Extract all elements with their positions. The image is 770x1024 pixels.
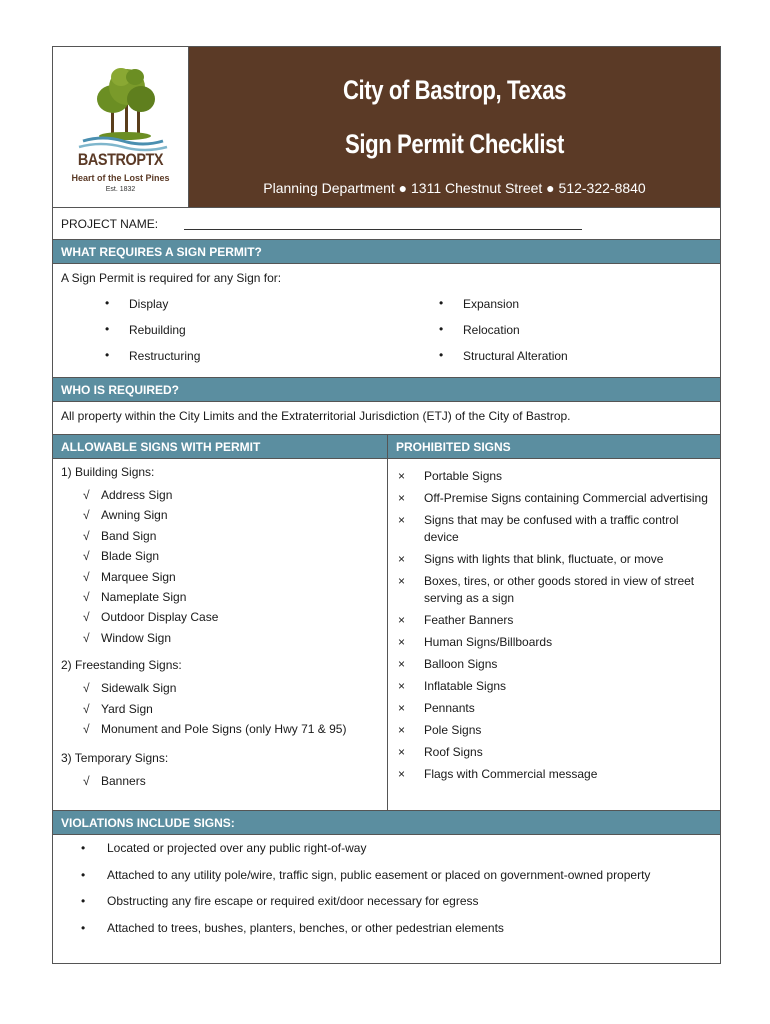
category-label: 2) Freestanding Signs: (61, 658, 182, 673)
prohibited-list (388, 459, 720, 810)
list-item: × Boxes, tires, or other goods stored in view of street serving as a sign (398, 574, 695, 605)
list-item: √ Marquee Sign (61, 567, 379, 587)
allowable-list (53, 459, 387, 810)
list-item: √ Outdoor Display Case (61, 607, 379, 627)
who-text: All property within the City Limits and the Extraterritorial Jurisdiction (ETJ) of the City of Bastrop. (61, 409, 571, 423)
check-icon: √ (83, 569, 90, 584)
list-item: • Rebuilding (105, 323, 439, 337)
x-icon: × (398, 657, 406, 671)
list-item: × Human Signs/Billboards (398, 635, 553, 649)
list-item: • Obstructing any fire escape or required exit/door necessary for egress (81, 894, 720, 921)
list-item: √ Sidewalk Sign (61, 678, 379, 698)
allowable-heading: ALLOWABLE SIGNS WITH PERMIT (53, 434, 387, 459)
check-icon: √ (83, 630, 90, 645)
category-items (61, 771, 379, 791)
list-item: × Feather Banners (398, 613, 514, 627)
category-label: 3) Temporary Signs: (61, 751, 169, 766)
title-box (189, 47, 720, 207)
list-item: × Signs that may be confused with a traffic control device (398, 513, 679, 544)
check-icon: √ (83, 508, 90, 523)
allowable-column (53, 434, 388, 810)
list-item: • Restructuring (105, 349, 439, 363)
list-item: √ Awning Sign (61, 505, 379, 525)
list-item: × Roof Signs (398, 745, 483, 759)
list-item: • Attached to trees, bushes, planters, benches, or other pedestrian elements (81, 921, 720, 948)
list-item: • Expansion (439, 297, 739, 311)
list-item: • Located or projected over any public right-of-way (81, 841, 720, 868)
bastrop-logo (53, 47, 189, 207)
who-heading: WHO IS REQUIRED? (53, 377, 720, 402)
x-icon: × (398, 574, 406, 588)
check-icon: √ (83, 721, 90, 736)
x-icon: × (398, 679, 406, 693)
check-icon: √ (83, 549, 90, 564)
list-item: × Portable Signs (398, 469, 503, 483)
prohibited-column (388, 434, 720, 810)
page-title: City of Bastrop, Texas (342, 75, 567, 105)
check-icon: √ (83, 488, 90, 502)
x-icon: × (398, 701, 406, 715)
sign-permit-checklist (52, 46, 721, 964)
logo-tagline: Heart of the Lost Pines (71, 173, 170, 183)
check-icon: √ (83, 774, 90, 789)
list-item: √ Yard Sign (61, 699, 379, 719)
x-icon: × (398, 513, 406, 527)
check-icon: √ (83, 610, 90, 625)
check-icon: √ (83, 589, 90, 604)
x-icon: × (398, 723, 406, 737)
pine-trees-icon (53, 47, 189, 207)
x-icon: × (398, 491, 406, 505)
list-item: • Display (105, 297, 439, 311)
logo-est: Est. 1832 (105, 186, 136, 193)
project-name-label: PROJECT NAME: (61, 216, 159, 231)
check-icon: √ (83, 701, 90, 716)
list-item: × Pole Signs (398, 723, 482, 737)
check-icon: √ (83, 681, 90, 696)
page-subtitle: Sign Permit Checklist (344, 129, 565, 159)
project-name-field[interactable] (184, 218, 582, 230)
logo-name: BASTROPTX (77, 150, 164, 169)
list-item: √ Blade Sign (61, 546, 379, 566)
signs-columns (53, 434, 720, 810)
x-icon: × (398, 552, 406, 566)
prohibited-heading: PROHIBITED SIGNS (388, 434, 720, 459)
list-item: × Balloon Signs (398, 657, 498, 671)
category-items (61, 485, 379, 648)
project-name-row (53, 207, 720, 239)
x-icon: × (398, 635, 406, 649)
x-icon: × (398, 613, 406, 627)
x-icon: × (398, 745, 406, 759)
list-item: • Attached to any utility pole/wire, traffic sign, public easement or placed on government-owned property (81, 868, 720, 895)
requires-intro: A Sign Permit is required for any Sign for: (61, 271, 282, 285)
contact-info: Planning Department ● 1311 Chestnut Street ● 512-322-8840 (263, 180, 646, 196)
list-item: • Relocation (439, 323, 739, 337)
violations-list (53, 835, 720, 947)
violations-heading: VIOLATIONS INCLUDE SIGNS: (53, 810, 720, 835)
list-item: √ Monument and Pole Signs (only Hwy 71 & 95) (61, 719, 379, 739)
x-icon: × (398, 767, 406, 781)
x-icon: × (398, 469, 406, 483)
header (53, 47, 720, 207)
category-label: 1) Building Signs: (61, 465, 155, 479)
list-item: × Inflatable Signs (398, 679, 507, 693)
list-item: × Signs with lights that blink, fluctuate, or move (398, 552, 664, 566)
list-item: • Structural Alteration (439, 349, 739, 363)
list-item: × Pennants (398, 701, 475, 715)
list-item: √ Window Sign (61, 628, 379, 648)
list-item: × Off-Premise Signs containing Commercial advertising (398, 491, 708, 505)
requires-list (53, 292, 720, 377)
requires-heading: WHAT REQUIRES A SIGN PERMIT? (53, 239, 720, 264)
list-item: × Flags with Commercial message (398, 767, 598, 781)
category-items (61, 678, 379, 739)
list-item: √ Nameplate Sign (61, 587, 379, 607)
list-item: √ Address Sign (61, 485, 379, 505)
list-item: √ Banners (61, 771, 379, 791)
check-icon: √ (83, 528, 90, 543)
list-item: √ Band Sign (61, 526, 379, 546)
